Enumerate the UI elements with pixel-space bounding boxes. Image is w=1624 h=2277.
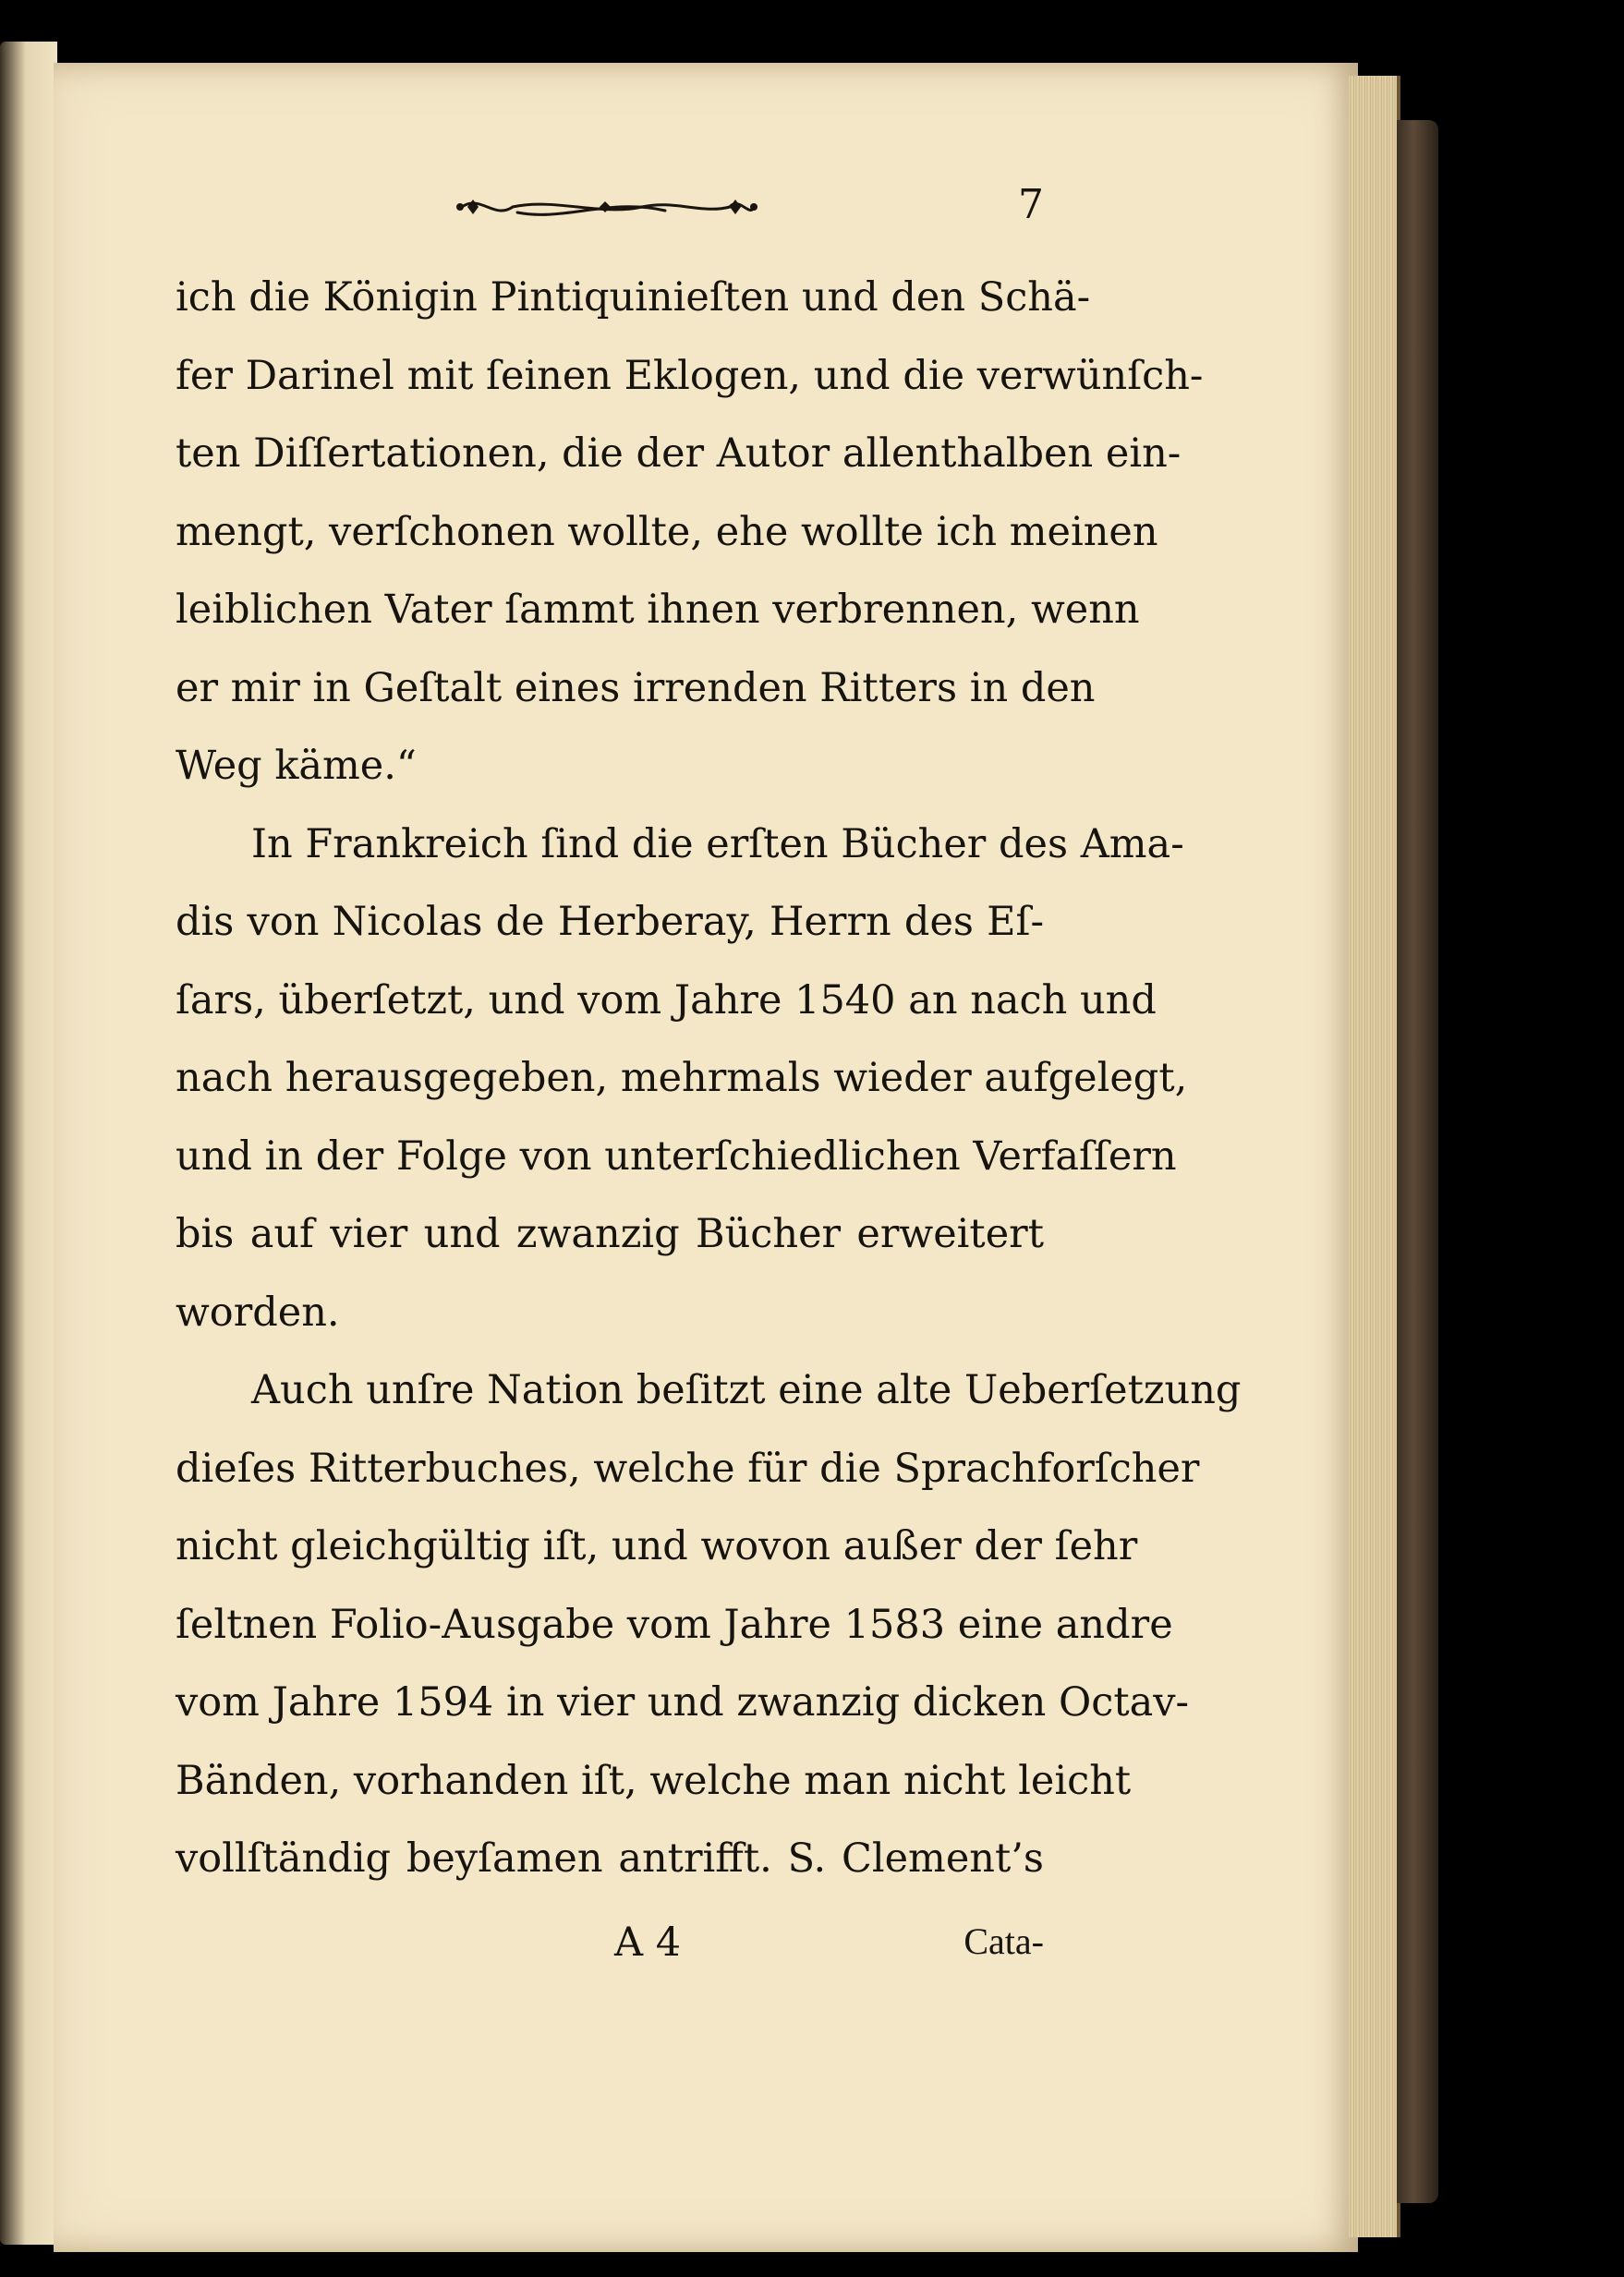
text-line: fer Darinel mit ſeinen Eklogen, und die verwünſch- <box>176 352 1204 399</box>
text-line: und in der Folge von unterſchiedlichen Verfaſſern <box>176 1132 1177 1180</box>
text-line: ſeltnen Folio-Ausgabe vom Jahre 1583 eine andre <box>176 1601 1173 1648</box>
text-line: nach herausgegeben, mehrmals wieder aufgelegt, <box>176 1055 1188 1101</box>
page-number: 7 <box>1018 181 1044 228</box>
text-line: dis von Nicolas de Herberay, Herrn des Eſ- <box>176 899 1044 945</box>
left-page-edge <box>0 42 57 2245</box>
paragraph-start-line: Auch unſre Nation beſitzt eine alte Ueberſetzung <box>251 1367 1242 1413</box>
text-line: Bänden, vorhanden iſt, welche man nicht leicht <box>176 1757 1132 1804</box>
text-line: vom Jahre 1594 in vier und zwanzig dicken Octav- <box>176 1679 1190 1726</box>
ornament-icon <box>453 187 757 227</box>
body-text <box>176 259 1242 1898</box>
text-line: ſars, überſetzt, und vom Jahre 1540 an nach und <box>176 976 1157 1023</box>
signature-mark: A 4 <box>614 1920 682 1966</box>
book-cover <box>1397 120 1438 2203</box>
text-line: leiblichen Vater ſammt ihnen verbrennen, wenn <box>176 587 1140 633</box>
text-line: er mir in Geſtalt eines irrenden Ritters in den <box>176 664 1096 711</box>
page-header <box>176 177 1044 251</box>
text-line: ten Diſſertationen, die der Autor allenthalben ein- <box>176 430 1182 477</box>
text-line: mengt, verſchonen wollte, ehe wollte ich meinen <box>176 508 1158 555</box>
text-line: Weg käme.“ <box>176 743 417 789</box>
text-line: worden. <box>176 1289 340 1336</box>
text-line: vollſtändig beyſamen antrifft. S. Clement’s <box>176 1835 1044 1882</box>
catchword: Cata- <box>963 1920 1044 1962</box>
paragraph-start-line: In Frankreich ſind die erſten Bücher des Ama- <box>251 820 1184 867</box>
text-line: dieſes Ritterbuches, welche für die Sprachforſcher <box>176 1445 1200 1492</box>
text-line: bis auf vier und zwanzig Bücher erweitert <box>176 1211 1044 1257</box>
text-line: ich die Königin Pintiquinieſten und den Schä- <box>176 274 1091 321</box>
page-footer <box>176 1912 1044 1977</box>
page-stack-edge <box>1349 76 1400 2237</box>
text-line: nicht gleichgültig iſt, und wovon außer der ſehr <box>176 1523 1138 1569</box>
